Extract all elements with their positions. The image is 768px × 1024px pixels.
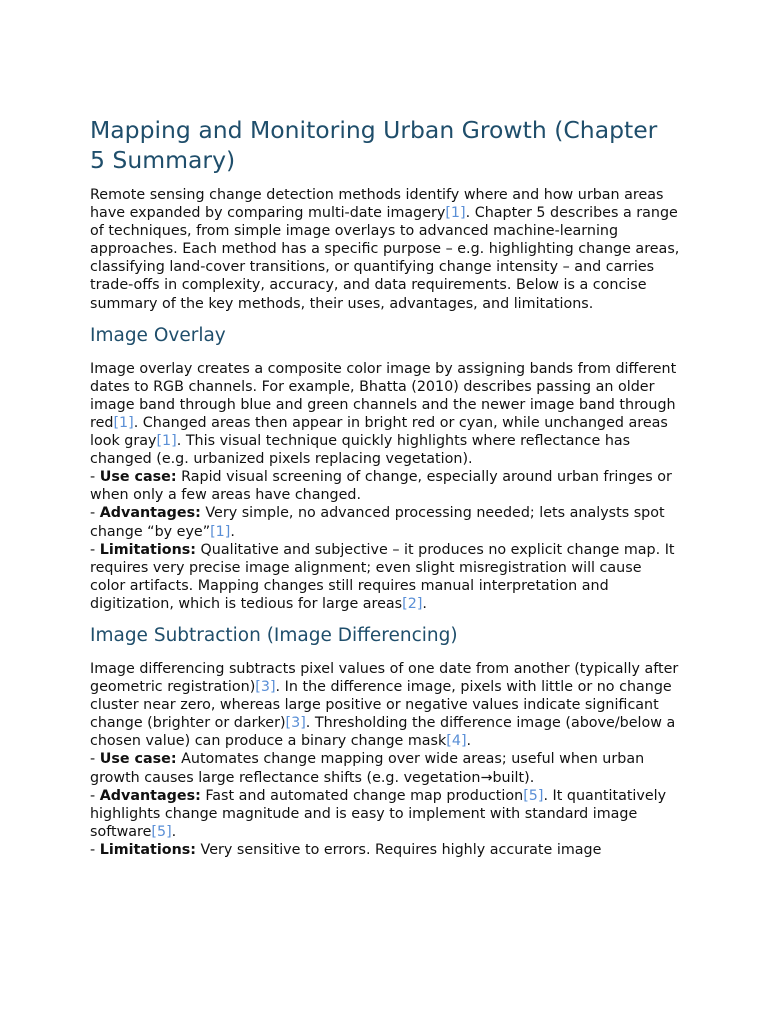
advantages-label: Advantages: [99, 505, 201, 522]
intro-text: Remote sensing change detection methods identify where and how urban areas have expanded by comparing multi-date imagery [90, 187, 664, 222]
subtraction-text: . In the difference image, pixels with little or no change cluster near zero, whereas large positive or negative values indicate significant change (brighter or darker) [90, 679, 672, 732]
intro-paragraph [90, 186, 680, 313]
advantages-label: Advantages: [99, 787, 201, 804]
citation-link[interactable]: [2] [402, 595, 423, 612]
subtraction-section-body: Image differencing subtracts pixel values of one date from another (typically after geometric registration)[3]. In the difference image, pixels with little or no change cluster near zero, whereas large positive or negative values indicate significant change (brighter or darker)[3]. Thresholding the difference image (above/below a chosen value) can produce a binary change mask[4]. - Use case: Automates change mapping over wide areas; useful when urban growth causes large reflectance shifts (e.g. vegetation→built). - Advantages: Fast and automated change map production[5]. It quantitatively highlights change magnitude and is easy to implement with standard image software[5]. - Limitations: Very sensitive to errors. Requires highly accurate image [90, 660, 679, 858]
limitations-label: Limitations: [99, 541, 196, 558]
citation-link[interactable]: [5] [523, 787, 544, 804]
advantages-text: Fast and automated change map production [200, 787, 524, 804]
use-case-label: Use case: [99, 751, 177, 768]
section-heading-image-overlay: Image Overlay [90, 324, 226, 346]
citation-link[interactable]: [1] [113, 414, 134, 431]
overlay-text: Image overlay creates a composite color image by assigning bands from different dates to RGB channels. For example, Bhatta (2010) describes passing an older image band through blue and green channels and the newer image band through red [90, 360, 677, 431]
citation-link[interactable]: [1] [445, 205, 466, 222]
limitations-label: Limitations: [99, 841, 196, 858]
limitations-text: Very sensitive to errors. Requires highly accurate image [195, 841, 602, 858]
overlay-section-body: Image overlay creates a composite color image by assigning bands from different dates to RGB channels. For example, Bhatta (2010) describes passing an older image band through blue and green channels and the newer image band through red[1]. Changed areas then appear in bright red or cyan, while unchanged areas look gray[1]. This visual technique quickly highlights where reflectance has changed (e.g. urbanized pixels replacing vegetation). - Use case: Rapid visual screening of change, especially around urban fringes or when only a few areas have changed. - Advantages: Very simple, no advanced processing needed; lets analysts spot change “by eye”[1]. - Limitations: Qualitative and subjective – it produces no explicit change map. It requires very precise image alignment; even slight misregistration will cause color artifacts. Mapping changes still requires manual interpretation and digitization, which is tedious for large areas[2]. [90, 360, 677, 612]
overlay-text: . This visual technique quickly highlights where reflectance has changed (e.g. urbanized pixels replacing vegetation). [90, 433, 631, 468]
citation-link[interactable]: [1] [156, 433, 177, 450]
intro-text: . Chapter 5 describes a range of techniques, from simple image overlays to advanced machine-learning approaches. Each method has a specific purpose – e.g. highlighting change areas, classifying land-cover transitions, or quantifying change intensity – and carries trade-offs in complexity, accuracy, and data requirements. Below is a concise summary of the key methods, their uses, advantages, and limitations. [90, 205, 680, 312]
use-case-text: Rapid visual screening of change, especially around urban fringes or when only a few areas have changed. [90, 469, 672, 504]
citation-link[interactable]: [5] [151, 823, 172, 840]
section-heading-image-subtraction: Image Subtraction (Image Differencing) [90, 624, 458, 646]
use-case-label: Use case: [99, 469, 177, 486]
limitations-text: Qualitative and subjective – it produces no explicit change map. It requires very precise image alignment; even slight misregistration will cause color artifacts. Mapping changes still requires manual interpretation and digitization, which is tedious for large areas [90, 541, 675, 612]
page-title: Mapping and Monitoring Urban Growth (Chapter 5 Summary) [90, 116, 658, 174]
citation-link[interactable]: [4] [446, 733, 467, 750]
overlay-text: . Changed areas then appear in bright red or cyan, while unchanged areas look gray [90, 414, 668, 450]
citation-link[interactable]: [3] [285, 715, 306, 732]
advantages-text: . It quantitatively highlights change magnitude and is easy to implement with standard image software [90, 787, 667, 840]
citation-link[interactable]: [1] [210, 523, 231, 540]
subtraction-text: Image differencing subtracts pixel values of one date from another (typically after geometric registration) [90, 660, 679, 696]
citation-link[interactable]: [3] [255, 679, 276, 696]
subtraction-text: . Thresholding the difference image (above/below a chosen value) can produce a binary change mask [90, 715, 676, 750]
use-case-text: Automates change mapping over wide areas; useful when urban growth causes large reflectance shifts (e.g. vegetation→built). [90, 751, 645, 786]
advantages-text: Very simple, no advanced processing needed; lets analysts spot change “by eye” [90, 505, 665, 540]
